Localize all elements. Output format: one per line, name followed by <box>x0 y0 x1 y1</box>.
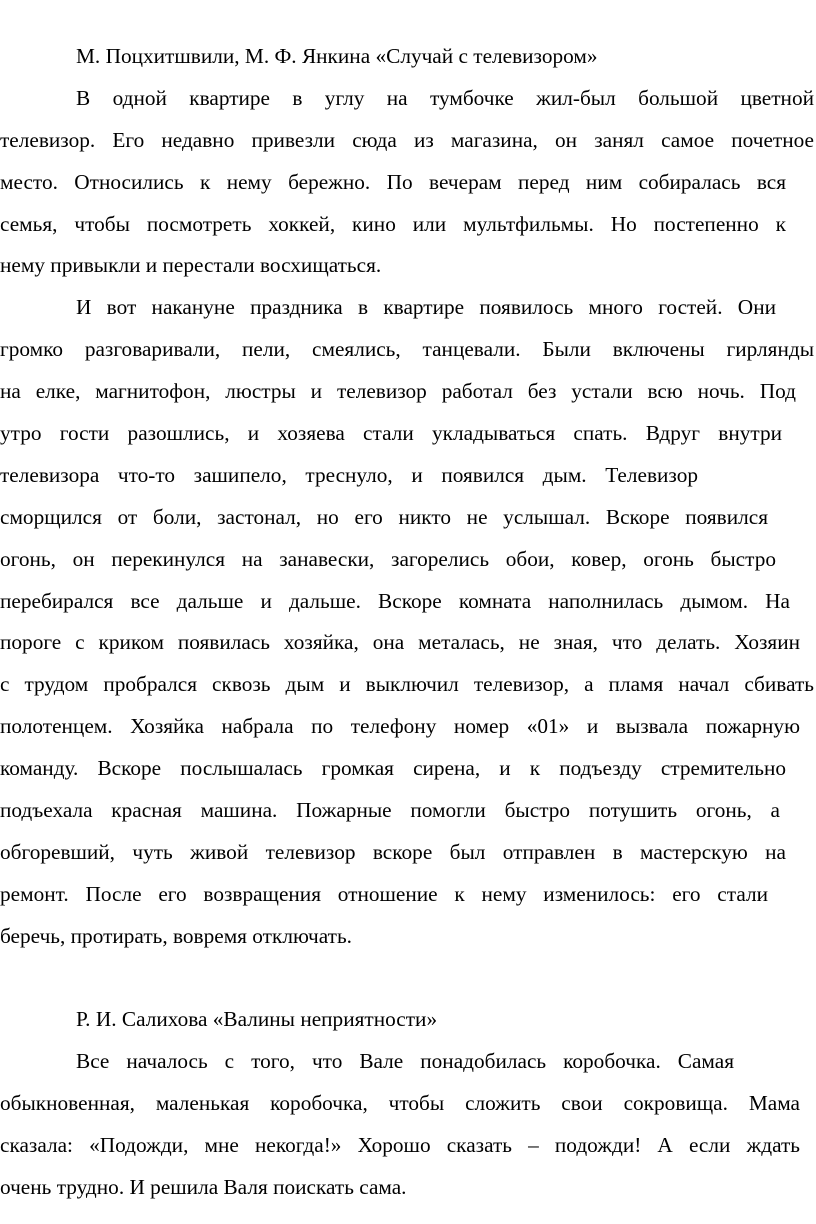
text-line: на елке, магнитофон, люстры и телевизор работал без устали всю ночь. Под <box>0 379 796 404</box>
story1-paragraph-2 <box>0 287 816 957</box>
text-line: команду. Вскоре послышалась громкая сирена, и к подъезду стремительно <box>0 756 786 781</box>
text-line: телевизора что-то зашипело, треснуло, и появился дым. Телевизор <box>0 462 698 487</box>
text-line: подъехала красная машина. Пожарные помогли быстро потушить огонь, а <box>0 798 780 823</box>
text-line: с трудом пробрался сквозь дым и выключил телевизор, а пламя начал сбивать <box>0 672 814 697</box>
story2-paragraph-1 <box>0 1041 816 1209</box>
text-line: сморщился от боли, застонал, но его никто не услышал. Вскоре появился <box>0 504 768 529</box>
text-line: семья, чтобы посмотреть хоккей, кино или мультфильмы. Но постепенно к <box>0 211 786 236</box>
text-line: огонь, он перекинулся на занавески, загорелись обои, ковер, огонь быстро <box>0 546 776 571</box>
text-line: очень трудно. И решила Валя поискать сама. <box>0 1175 407 1200</box>
story1-paragraph-1 <box>0 78 816 287</box>
text-line: обыкновенная, маленькая коробочка, чтобы сложить свои сокровища. Мама <box>0 1091 800 1116</box>
text-line: полотенцем. Хозяйка набрала по телефону номер «01» и вызвала пожарную <box>0 714 800 739</box>
text-line: сказала: «Подожди, мне некогда!» Хорошо сказать – подожди! А если ждать <box>0 1133 800 1158</box>
text-line: место. Относились к нему бережно. По вечерам перед ним собиралась вся <box>0 169 786 194</box>
text-line: ремонт. После его возвращения отношение к нему изменилось: его стали <box>0 881 768 906</box>
section-gap <box>0 958 816 1000</box>
story1-heading: М. Поцхитшвили, М. Ф. Янкина «Случай с телевизором» <box>76 44 598 68</box>
text-line: И вот накануне праздника в квартире появилось много гостей. Они <box>76 295 776 320</box>
text-line: телевизор. Его недавно привезли сюда из магазина, он занял самое почетное <box>0 127 814 152</box>
text-line: Все началось с того, что Вале понадобилась коробочка. Самая <box>76 1049 734 1074</box>
story2-heading: Р. И. Салихова «Валины неприятности» <box>76 1007 438 1032</box>
text-line: громко разговаривали, пели, смеялись, танцевали. Были включены гирлянды <box>0 337 814 362</box>
text-line: нему привыкли и перестали восхищаться. <box>0 253 382 278</box>
text-line: В одной квартире в углу на тумбочке жил-был большой цветной <box>76 85 814 110</box>
text-line: пороге с криком появилась хозяйка, она металась, не зная, что делать. Хозяин <box>0 630 800 655</box>
text-line: перебирался все дальше и дальше. Вскоре комната наполнилась дымом. На <box>0 588 790 613</box>
text-line: утро гости разошлись, и хозяева стали укладываться спать. Вдруг внутри <box>0 421 782 446</box>
text-line: беречь, протирать, вовремя отключать. <box>0 923 353 948</box>
text-line: обгоревший, чуть живой телевизор вскоре был отправлен в мастерскую на <box>0 839 786 864</box>
